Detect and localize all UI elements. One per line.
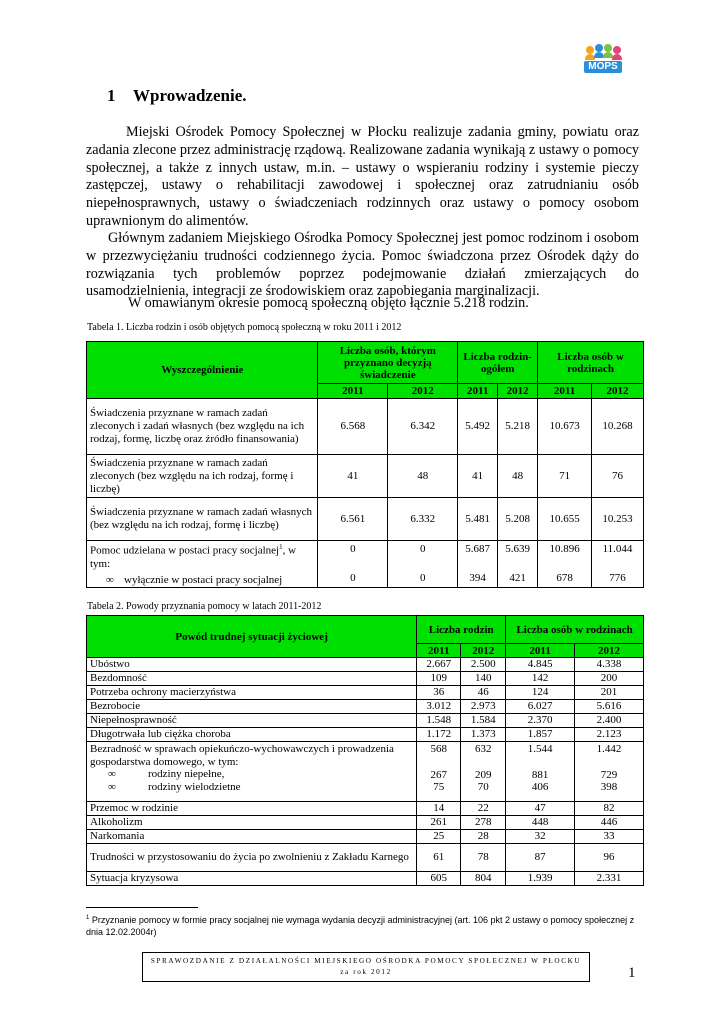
cell-value: 22	[461, 802, 506, 816]
table-reasons-for-aid	[86, 615, 644, 886]
table1-header-persons-decision: Liczba osób, którym przyznano decyzją świadczenie	[318, 342, 458, 384]
row-label: Ubóstwo	[87, 658, 417, 672]
table-row	[87, 872, 644, 886]
cell-value: 10.673	[538, 399, 592, 455]
cell-value: 1.442 729 398	[575, 742, 644, 802]
section-title: Wprowadzenie.	[133, 86, 247, 105]
cell-value: 5.687 394	[458, 541, 498, 588]
table1-caption: Tabela 1. Liczba rodzin i osób objętych pomocą społeczną w roku 2011 i 2012	[87, 322, 402, 333]
cell-value: 109	[417, 672, 461, 686]
row-label: Trudności w przystosowaniu do życia po zwolnieniu z Zakładu Karnego	[87, 844, 417, 872]
footnote-separator	[86, 907, 198, 908]
year-header: 2012	[388, 384, 458, 399]
table2-header-reason: Powód trudnej sytuacji życiowej	[87, 616, 417, 658]
row-label: Świadczenia przyznane w ramach zadań własnych (bez względu na ich rodzaj, formę i liczbę)	[87, 498, 318, 541]
cell-value: 632 209 70	[461, 742, 506, 802]
row-label: Bezradność w sprawach opiekuńczo-wychowawczych i prowadzenia gospodarstwa domowego, w tym: ∞ rodziny niepełne, ∞ rodziny wielodzietne	[87, 742, 417, 802]
cell-value: 200	[575, 672, 644, 686]
cell-value: 46	[461, 686, 506, 700]
cell-value: 36	[417, 686, 461, 700]
year-header: 2012	[498, 384, 538, 399]
row-label: Sytuacja kryzysowa	[87, 872, 417, 886]
person-icon	[604, 44, 612, 52]
cell-value: 2.370	[506, 714, 575, 728]
year-header: 2011	[538, 384, 592, 399]
year-header: 2011	[417, 644, 461, 658]
cell-value: 10.655	[538, 498, 592, 541]
row-label: Potrzeba ochrony macierzyństwa	[87, 686, 417, 700]
cell-value: 48	[498, 455, 538, 498]
cell-value: 4.338	[575, 658, 644, 672]
cell-value: 28	[461, 830, 506, 844]
table-row	[87, 686, 644, 700]
table-row	[87, 399, 644, 455]
cell-value: 47	[506, 802, 575, 816]
cell-value: 605	[417, 872, 461, 886]
row-label: Bezdomność	[87, 672, 417, 686]
cell-value: 2.667	[417, 658, 461, 672]
cell-value: 82	[575, 802, 644, 816]
logo-text: MOPS	[584, 61, 622, 73]
cell-value: 6.568	[318, 399, 388, 455]
row-label: Narkomania	[87, 830, 417, 844]
table2-header-persons: Liczba osób w rodzinach	[506, 616, 644, 644]
row-label: Świadczenia przyznane w ramach zadań zleconych (bez względu na ich rodzaj, formę i liczbę)	[87, 455, 318, 498]
row-label: Bezrobocie	[87, 700, 417, 714]
person-icon	[595, 44, 603, 52]
cell-value: 1.548	[417, 714, 461, 728]
cell-value: 261	[417, 816, 461, 830]
footer-year: za rok 2012	[340, 968, 392, 976]
cell-value: 1.584	[461, 714, 506, 728]
table-row	[87, 700, 644, 714]
table-row	[87, 728, 644, 742]
cell-value: 142	[506, 672, 575, 686]
cell-value: 0 0	[388, 541, 458, 588]
cell-value: 6.342	[388, 399, 458, 455]
cell-value: 5.481	[458, 498, 498, 541]
year-header: 2012	[461, 644, 506, 658]
table-row	[87, 672, 644, 686]
row-label: Przemoc w rodzinie	[87, 802, 417, 816]
cell-value: 2.331	[575, 872, 644, 886]
cell-value: 10.896 678	[538, 541, 592, 588]
cell-value: 71	[538, 455, 592, 498]
cell-value: 804	[461, 872, 506, 886]
cell-value: 33	[575, 830, 644, 844]
cell-value: 2.500	[461, 658, 506, 672]
row-label: Pomoc udzielana w postaci pracy socjalnej$^1$, w tym: ∞ wyłącznie w postaci pracy socjalnej	[87, 541, 318, 588]
cell-value: 2.123	[575, 728, 644, 742]
bullet-icon: ∞	[108, 768, 116, 781]
page-footer	[142, 952, 590, 982]
cell-value: 6.332	[388, 498, 458, 541]
cell-value: 61	[417, 844, 461, 872]
cell-value: 124	[506, 686, 575, 700]
cell-value: 11.044 776	[592, 541, 644, 588]
footnote-ref[interactable]: 1	[279, 543, 283, 551]
cell-value: 48	[388, 455, 458, 498]
cell-value: 2.973	[461, 700, 506, 714]
mops-logo	[584, 44, 628, 80]
cell-value: 5.218	[498, 399, 538, 455]
table-row	[87, 498, 644, 541]
table1-header-families-total: Liczba rodzin-ogółem	[458, 342, 538, 384]
cell-value: 278	[461, 816, 506, 830]
section-number: 1	[107, 86, 116, 105]
cell-value: 41	[458, 455, 498, 498]
table2-header-families: Liczba rodzin	[417, 616, 506, 644]
page-number: 1	[628, 965, 636, 981]
cell-value: 1.373	[461, 728, 506, 742]
cell-value: 4.845	[506, 658, 575, 672]
table-row	[87, 844, 644, 872]
bullet-icon: ∞	[108, 780, 116, 793]
cell-value: 448	[506, 816, 575, 830]
year-header: 2012	[575, 644, 644, 658]
table1-header-item: Wyszczególnienie	[87, 342, 318, 399]
table-families-persons	[86, 341, 644, 588]
bullet-icon: ∞	[106, 573, 114, 586]
cell-value: 1.544 881 406	[506, 742, 575, 802]
row-label: Długotrwała lub ciężka choroba	[87, 728, 417, 742]
footnote: $^1$ Przyznanie pomocy w formie pracy socjalnej nie wymaga wydania decyzji administracyjnej (art. 106 pkt 2 ustawy o pomocy społecznej z dnia 12.02.2004r)	[86, 915, 635, 937]
intro-paragraph-1: Miejski Ośrodek Pomocy Społecznej w Płocku realizuje zadania gminy, powiatu oraz zadania zlecone przez administrację rządową. Realizowane zadania wynikają z ustawy o pomocy społecznej, a także z innych ustaw, m.in. – ustawy o wspieraniu rodziny i systemie pieczy zastępczej, ustawy o rehabilitacji zawodowej i społecznej oraz zatrudnianiu osób niepełnosprawnych, ustawy o świadczeniach rodzinnych oraz ustawy o pomocy osobom uprawnionym do alimentów.	[86, 124, 639, 229]
cell-value: 6.027	[506, 700, 575, 714]
cell-value: 140	[461, 672, 506, 686]
intro-paragraph-3: W omawianym okresie pomocą społeczną objęto łącznie 5.218 rodzin.	[128, 295, 529, 311]
row-label: Alkoholizm	[87, 816, 417, 830]
person-icon	[586, 46, 594, 54]
cell-value: 568 267 75	[417, 742, 461, 802]
cell-value: 2.400	[575, 714, 644, 728]
intro-paragraph-2: Głównym zadaniem Miejskiego Ośrodka Pomocy Społecznej jest pomoc rodzinom i osobom w przezwyciężaniu trudności codziennego życia. Pomoc świadczona przez Ośrodek dąży do rozwiązania tych problemów poprzez podejmowanie działań zmierzających do usamodzielnienia, integracji ze środowiskiem oraz zapobiegania marginalizacji.	[86, 230, 639, 300]
row-label: Świadczenia przyznane w ramach zadań zleconych i zadań własnych (bez względu na ich rodzaj, formę, liczbę oraz źródło finansowania)	[87, 399, 318, 455]
cell-value: 78	[461, 844, 506, 872]
cell-value: 5.639 421	[498, 541, 538, 588]
cell-value: 10.253	[592, 498, 644, 541]
table-row	[87, 830, 644, 844]
cell-value: 1.172	[417, 728, 461, 742]
cell-value: 25	[417, 830, 461, 844]
cell-value: 14	[417, 802, 461, 816]
section-heading	[107, 86, 247, 106]
table-row	[87, 802, 644, 816]
table-row	[87, 816, 644, 830]
cell-value: 5.208	[498, 498, 538, 541]
cell-value: 41	[318, 455, 388, 498]
cell-value: 1.857	[506, 728, 575, 742]
year-header: 2012	[592, 384, 644, 399]
cell-value: 0 0	[318, 541, 388, 588]
cell-value: 96	[575, 844, 644, 872]
row-label: Niepełnosprawność	[87, 714, 417, 728]
year-header: 2011	[318, 384, 388, 399]
table-row	[87, 541, 644, 588]
cell-value: 76	[592, 455, 644, 498]
footer-title: SPRAWOZDANIE Z DZIAŁALNOŚCI MIEJSKIEGO OŚRODKA POMOCY SPOŁECZNEJ W PŁOCKU	[150, 957, 582, 965]
cell-value: 3.012	[417, 700, 461, 714]
table1-header-persons-in-families: Liczba osób w rodzinach	[538, 342, 644, 384]
cell-value: 87	[506, 844, 575, 872]
cell-value: 10.268	[592, 399, 644, 455]
cell-value: 201	[575, 686, 644, 700]
year-header: 2011	[458, 384, 498, 399]
cell-value: 5.616	[575, 700, 644, 714]
year-header: 2011	[506, 644, 575, 658]
table-row	[87, 714, 644, 728]
cell-value: 6.561	[318, 498, 388, 541]
table-row	[87, 455, 644, 498]
cell-value: 5.492	[458, 399, 498, 455]
cell-value: 32	[506, 830, 575, 844]
table2-caption: Tabela 2. Powody przyznania pomocy w latach 2011-2012	[87, 601, 322, 612]
table-row	[87, 658, 644, 672]
person-icon	[613, 46, 621, 54]
cell-value: 1.939	[506, 872, 575, 886]
table-row	[87, 742, 644, 802]
cell-value: 446	[575, 816, 644, 830]
